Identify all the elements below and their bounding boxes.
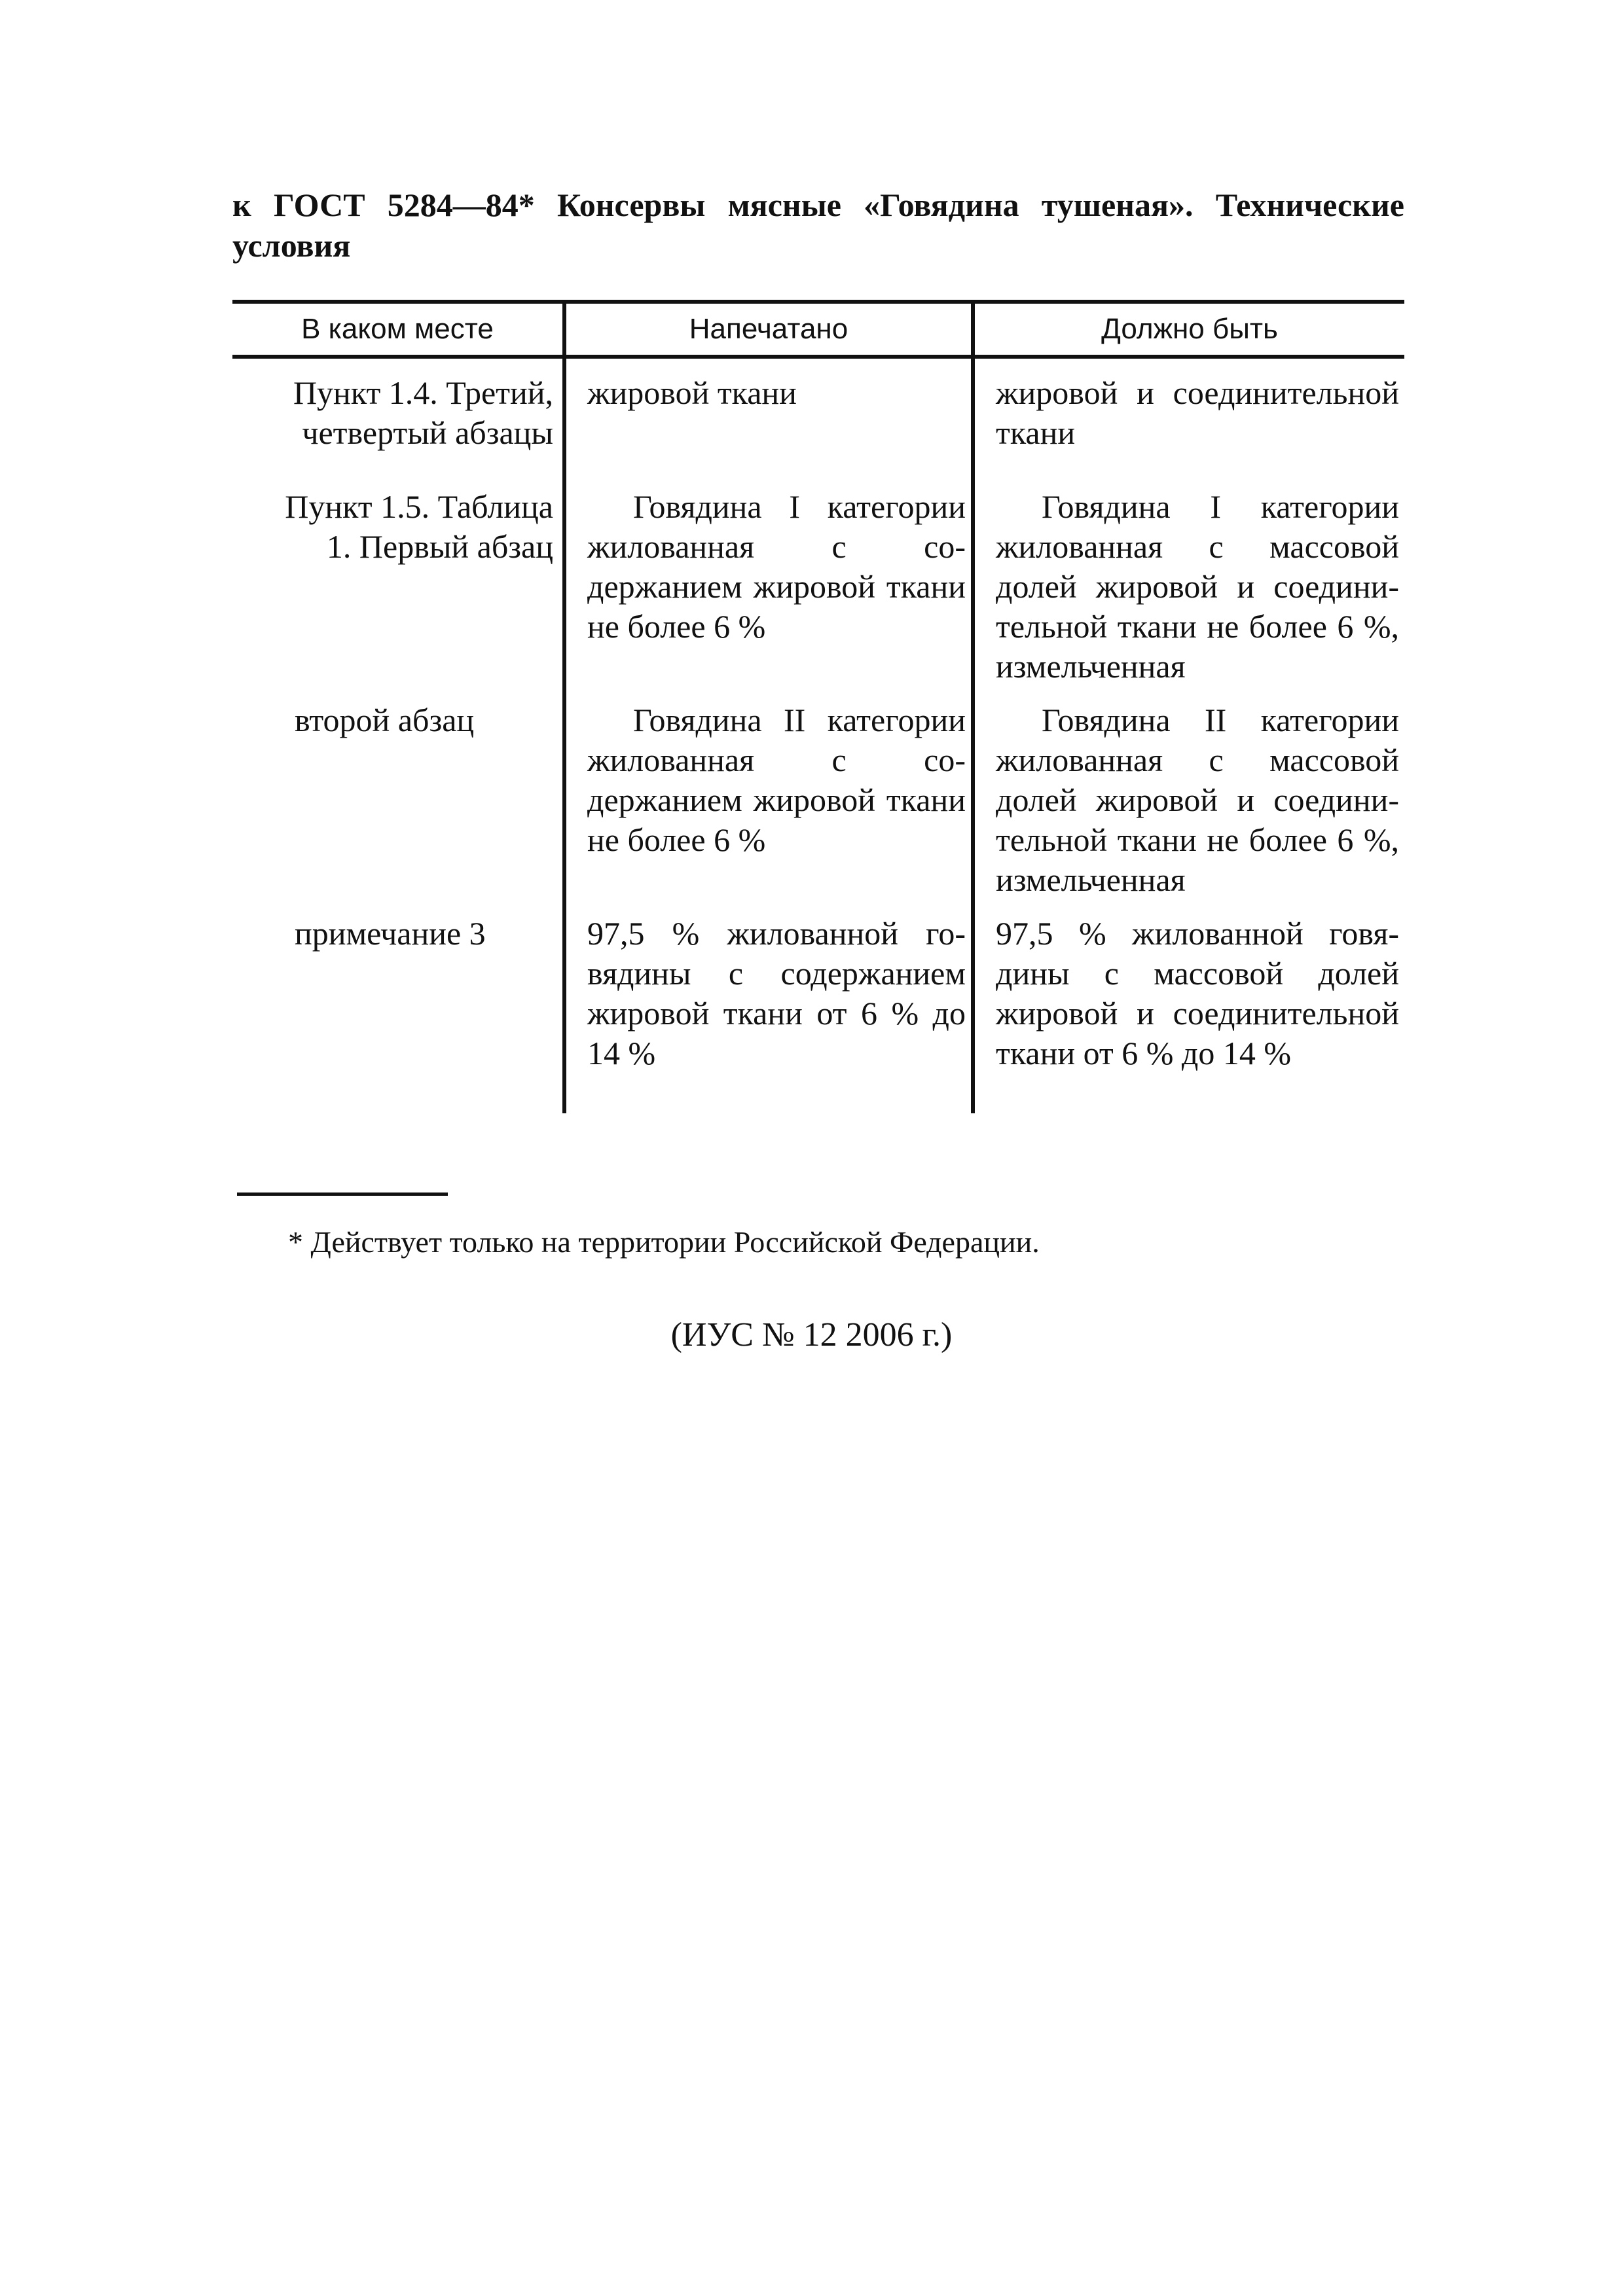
- row-location: второй абзац: [232, 700, 564, 914]
- row-correct: Говядина I категории жилованная с массовой долей жировой и соединительной ткани не более 6 %, измельченная: [996, 488, 1399, 685]
- row-location: примечание 3: [232, 914, 564, 1113]
- table-row: [232, 914, 1404, 1113]
- row-printed: Говядина II категории жилованная с содержанием жировой ткани не более 6 %: [564, 700, 973, 914]
- row-correct: 97,5 % жилованной говядины с массовой долей жировой и соединительной ткани от 6 % до 14 %: [996, 915, 1399, 1071]
- footnote: * Действует только на территории Российской Федерации.: [288, 1225, 1040, 1259]
- issue-reference: (ИУС № 12 2006 г.): [670, 1316, 953, 1354]
- table-row: [232, 357, 1404, 487]
- row-location: Пункт 1.5. Таблица 1. Первый абзац: [232, 487, 564, 700]
- page-title: к ГОСТ 5284—84* Консервы мясные «Говядина тушеная». Технические условия: [232, 187, 1404, 264]
- header-correct: Должно быть: [973, 302, 1404, 357]
- row-location: Пункт 1.4. Третий, четвертый абзацы: [232, 357, 564, 487]
- row-printed: жировой ткани: [564, 357, 973, 487]
- row-printed: 97,5 % жилованной говядины с содержанием жировой ткани от 6 % до 14 %: [564, 914, 973, 1113]
- errata-table: [232, 300, 1404, 1113]
- footnote-divider: [237, 1193, 448, 1196]
- row-correct: Говядина II категории жилованная с массовой долей жировой и соединительной ткани не более 6 %, измельченная: [996, 702, 1399, 898]
- table-row: [232, 700, 1404, 914]
- header-location: В каком месте: [232, 302, 564, 357]
- row-printed: Говядина I категории жилованная с содержанием жировой ткани не более 6 %: [564, 487, 973, 700]
- row-correct: жировой и соединительной ткани: [996, 374, 1399, 451]
- header-printed: Напечатано: [564, 302, 973, 357]
- table-row: [232, 487, 1404, 700]
- table-header-row: [232, 302, 1404, 357]
